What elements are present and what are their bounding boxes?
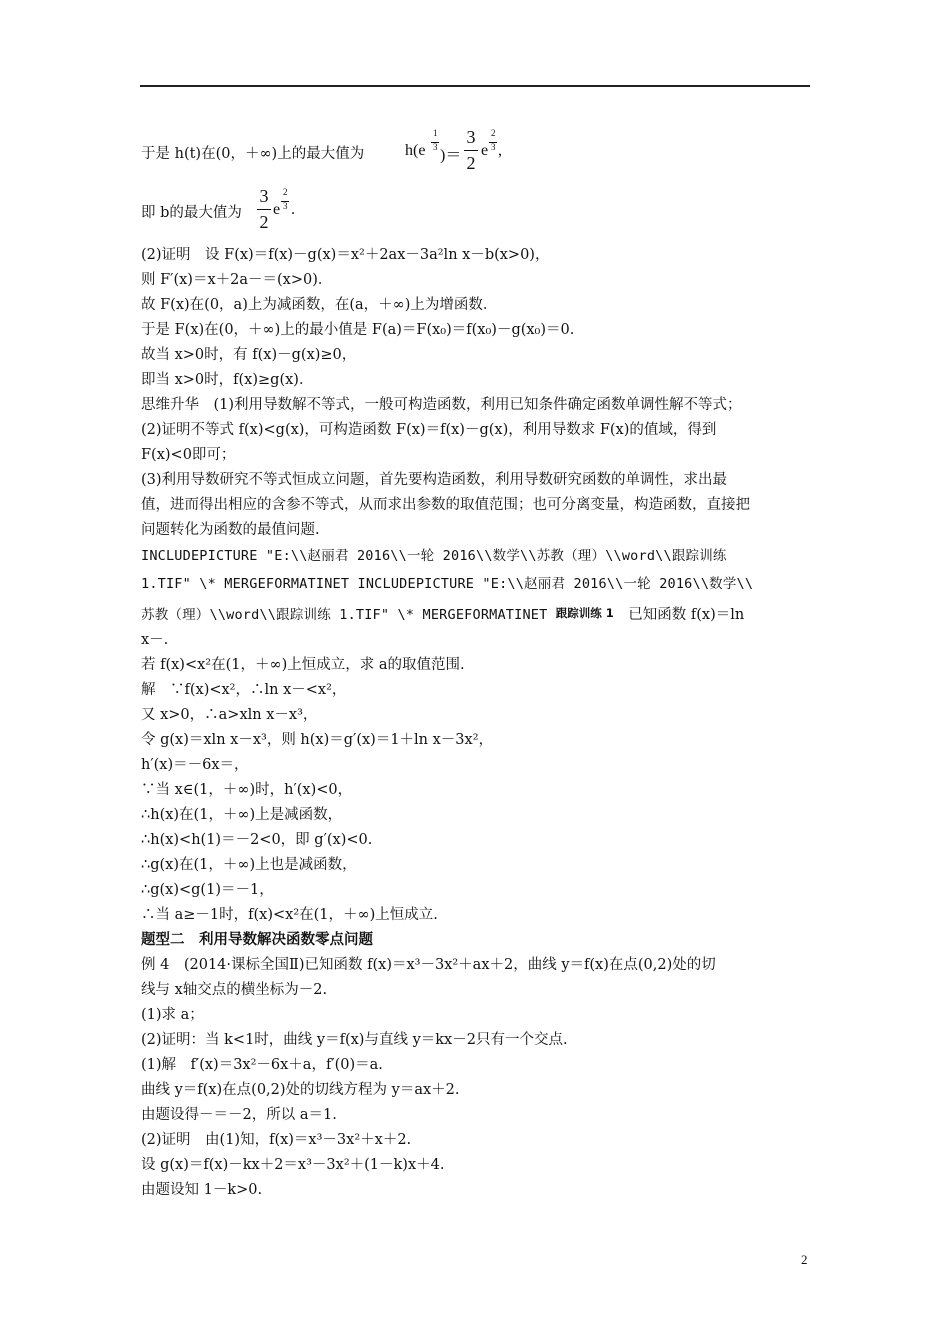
text-line: 即 b的最大值为: [141, 205, 242, 221]
text-line: 问题转化为函数的最值问题.: [141, 522, 320, 538]
text-line: (2)证明 设 F(x)＝f(x)－g(x)＝x²＋2ax－3a²ln x－b(x>0)，: [141, 247, 550, 263]
text-line: (1)求 a；: [141, 1007, 204, 1023]
tracking-training-badge: 跟踪训练 1: [555, 606, 614, 620]
formula-e: e: [273, 201, 281, 218]
text-line: F(x)<0即可；: [141, 447, 236, 463]
text-line: 线与 x轴交点的横坐标为－2.: [141, 982, 328, 998]
formula-h-close: )＝: [440, 147, 462, 164]
text-line: 若 f(x)<x²在(1，＋∞)上恒成立，求 a的取值范围.: [141, 657, 465, 673]
text-line: (2)证明不等式 f(x)<g(x)，可构造函数 F(x)＝f(x)－g(x)，利用导数求 F(x)的值域，得到: [141, 422, 717, 438]
text-line: 令 g(x)＝xln x－x³，则 h(x)＝g′(x)＝1＋ln x－3x²，: [141, 732, 494, 748]
field-code-line: 1.TIF" \* MERGEFORMATINET INCLUDEPICTURE "E:\\赵丽君 2016\\一轮 2016\\数学\\: [141, 576, 754, 592]
fraction-bar: [257, 209, 271, 210]
text-line: ∴g(x)在(1，＋∞)上也是减函数，: [141, 857, 357, 873]
formula-comma: ,: [498, 142, 502, 159]
text-line: 即当 x>0时，f(x)≥g(x)．: [141, 372, 314, 388]
exponent-numerator: 2: [283, 187, 288, 197]
text-line: (2)证明：当 k<1时，曲线 y＝f(x)与直线 y＝kx－2只有一个交点.: [141, 1032, 568, 1048]
text-line: (1)解 f′(x)＝3x²－6x＋a，f′(0)＝a.: [141, 1057, 383, 1073]
text-line: h′(x)＝－6x＝，: [141, 757, 249, 773]
text-line: x－.: [141, 632, 169, 648]
fraction-denominator: 2: [466, 153, 476, 173]
text-line: 于是 F(x)在(0，＋∞)上的最小值是 F(a)＝F(x₀)＝f(x₀)－g(x₀)＝0.: [141, 322, 575, 338]
text-line: ∵当 x∈(1，＋∞)时，h′(x)<0，: [141, 782, 353, 798]
fraction-numerator: 3: [259, 186, 269, 206]
fraction-denominator: 2: [259, 212, 269, 232]
text-line: ∴h(x)<h(1)＝－2<0，即 g′(x)<0.: [141, 832, 373, 848]
exponent-numerator: 2: [491, 128, 496, 138]
text-line: 故 F(x)在(0，a)上为减函数，在(a，＋∞)上为增函数．: [141, 297, 498, 313]
text-line: 由题设得－＝－2，所以 a＝1.: [141, 1107, 337, 1123]
text-line: 值，进而得出相应的含参不等式，从而求出参数的取值范围；也可分离变量，构造函数，直接把: [141, 497, 750, 513]
field-code-line: INCLUDEPICTURE "E:\\赵丽君 2016\\一轮 2016\\数学\\苏教（理）\\word\\跟踪训练: [141, 548, 727, 564]
text-line: (3)利用导数研究不等式恒成立问题，首先要构造函数，利用导数研究函数的单调性，求出最: [141, 472, 728, 488]
text-line: 设 g(x)＝f(x)－kx＋2＝x³－3x²＋(1－k)x＋4.: [141, 1157, 445, 1173]
text-line: 则 F′(x)＝x＋2a－＝(x>0)．: [141, 272, 333, 288]
text-line: 曲线 y＝f(x)在点(0,2)处的切线方程为 y＝ax＋2.: [141, 1082, 460, 1098]
text-line: 又 x>0，∴a>xln x－x³，: [141, 707, 318, 723]
text-line: 由题设知 1－k>0.: [141, 1182, 263, 1198]
exponent-denominator: 3: [283, 201, 288, 211]
formula-e: e: [481, 142, 489, 159]
text-line: 解 ∵f(x)<x²，∴ln x－<x²，: [141, 682, 347, 698]
exponent-denominator: 3: [491, 142, 496, 152]
text-line: ∴当 a≥－1时，f(x)<x²在(1，＋∞)上恒成立.: [141, 907, 438, 923]
text-line: 例 4 (2014·课标全国Ⅱ)已知函数 f(x)＝x³－3x²＋ax＋2，曲线 y＝f(x)在点(0,2)处的切: [141, 957, 716, 973]
text-line: ∴h(x)在(1，＋∞)上是减函数，: [141, 807, 343, 823]
section-heading: 题型二 利用导数解决函数零点问题: [141, 931, 373, 948]
exponent-numerator: 1: [433, 128, 438, 138]
text-line: 思维升华 (1)利用导数解不等式，一般可构造函数，利用已知条件确定函数单调性解不等式；: [141, 397, 742, 413]
field-code-line-with-badge: [141, 603, 744, 625]
field-code-text: 苏教（理）\\word\\跟踪训练 1.TIF" \* MERGEFORMATINET: [141, 607, 556, 623]
fraction-bar: [464, 150, 478, 151]
exponent-denominator: 3: [433, 142, 438, 152]
formula-dot: .: [291, 201, 295, 218]
page-number: 2: [801, 1252, 808, 1267]
badge-tail-text: 已知函数 f(x)＝ln: [613, 607, 745, 623]
text-line: 故当 x>0时，有 f(x)－g(x)≥0，: [141, 347, 357, 363]
text-line: 于是 h(t)在(0，＋∞)上的最大值为: [141, 146, 365, 162]
header-rule: [140, 85, 810, 87]
formula-h-label: h(e: [405, 142, 426, 159]
fraction-numerator: 3: [466, 127, 476, 147]
text-line: ∴g(x)<g(1)＝－1，: [141, 882, 274, 898]
text-line: (2)证明 由(1)知，f(x)＝x³－3x²＋x＋2.: [141, 1132, 412, 1148]
